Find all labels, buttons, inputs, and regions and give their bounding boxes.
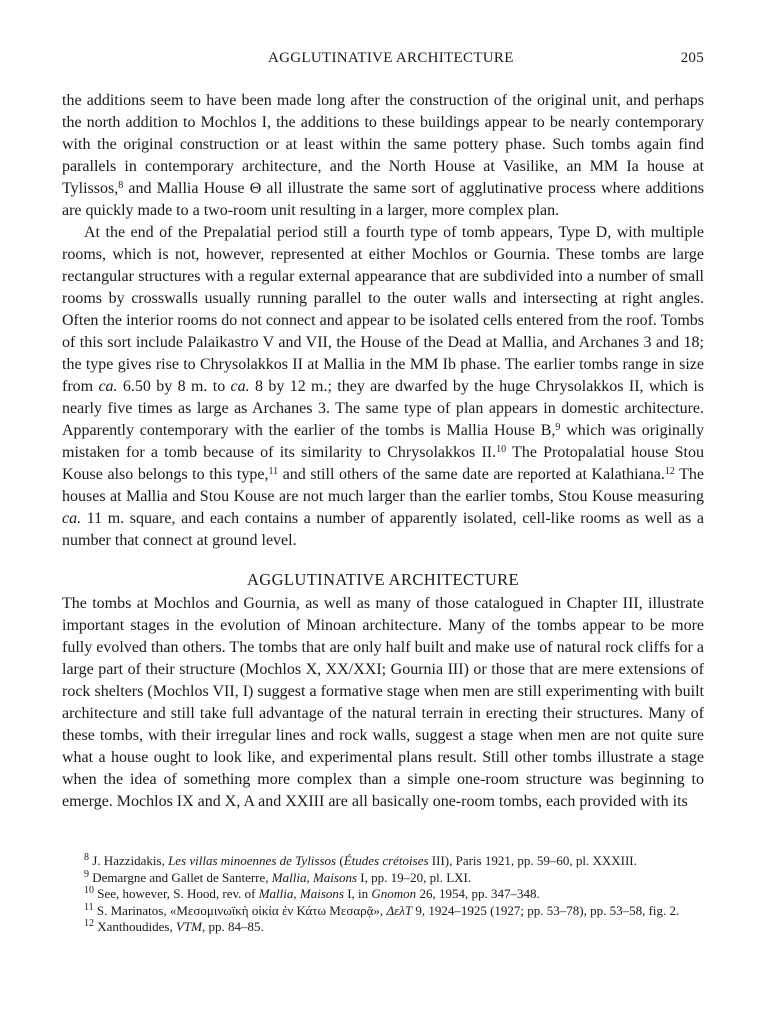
footnote-12: $^{12}$ Xanthoudides, VTM, pp. 84–85. [84, 918, 264, 934]
footnote-8: $^8$ J. Hazzidakis, Les villas minoennes de Tylissos (Études crétoises III), Paris 1921, pp. 59–60, pl. XXXIII. [84, 852, 637, 868]
paragraph-1: the additions seem to have been made long after the construction of the original unit, and perhaps the north addition to Mochlos I, the additions to these buildings appear to be nearly contemporary with the original construction or at least within the same pottery phase. Such tombs again find parallels in contemporary architecture, and the North House at Vasilike, an MM Ia house at Tylissos,$^8$ and Mallia House Θ all illustrate the same sort of agglutinative process where additions are quickly made to a two-room unit resulting in a larger, more complex plan. [62, 92, 704, 219]
footnote-ref-10[interactable]: 10 [496, 444, 507, 455]
footnotes [62, 853, 704, 936]
footnote-ref-11[interactable]: 11 [268, 466, 279, 477]
footnote-10: $^{10}$ See, however, S. Hood, rev. of Mallia, Maisons I, in Gnomon 26, 1954, pp. 347–348. [84, 885, 540, 901]
running-head-title: AGGLUTINATIVE ARCHITECTURE [268, 50, 514, 66]
footnote-11: $^{11}$ S. Marinatos, «Μεσομινωϊκὴ οἰκία ἐν Κάτω Μεσαρᾷ», ΔελΤ 9, 1924–1925 (1927; pp. 53–78), pp. 53–58, fig. 2. [84, 901, 680, 918]
footnote-ref-9[interactable]: 9 [555, 422, 561, 433]
paragraph-3: The tombs at Mochlos and Gournia, as well as many of those catalogued in Chapter III, illustrate important stages in the evolution of Minoan architecture. Many of the tombs appear to be more fully evolved than others. The tombs that are only half built and make use of natural rock cliffs for a large part of their structure (Mochlos X, XX/XXI; Gournia III) or those that are mere extensions of rock shelters (Mochlos VII, I) suggest a formative stage when men are still experimenting with built architecture and still take full advantage of the natural terrain in erecting their structures. Many of these tombs, with their irregular lines and rock walls, suggest a stage when men are not quite sure what a house ought to look like, and experimental plans result. Still other tombs illustrate a stage when the idea of something more complex than a simple one-room structure was beginning to emerge. Mochlos IX and X, A and XXIII are all basically one-room tombs, each provided with its [62, 595, 704, 810]
paragraph-2: At the end of the Prepalatial period still a fourth type of tomb appears, Type D, with multiple rooms, which is not, however, represented at either Mochlos or Gournia. These tombs are large rectangular structures with a regular external appearance that are subdivided into a number of small rooms by crosswalls usually running parallel to the outer walls and intersecting at right angles. Often the interior rooms do not connect and appear to be isolated cells entered from the roof. Tombs of this sort include Palaikastro V and VII, the House of the Dead at Mallia, and Archanes 3 and 18; the type gives rise to Chrysolakkos II at Mallia in the MM Ib phase. The earlier tombs range in size from ca. 6.50 by 8 m. to ca. 8 by 12 m.; they are dwarfed by the huge Chrysolakkos II, which is nearly five times as large as Archanes 3. The same type of plan appears in domestic architecture. Apparently contemporary with the earlier of the tombs is Mallia House B,$^9$ which was originally mistaken for a tomb because of its similarity to Chrysolakkos II.$^{10}$ The Protopalatial house Stou Kouse also belongs to this type,$^{11}$ and still others of the same date are reported at Kalathiana.$^{12}$ The houses at Mallia and Stou Kouse are not much larger than the earlier tombs, Stou Kouse measuring ca. 11 m. square, and each contains a number of apparently isolated, cell-like rooms as well as a number that connect at ground level. [62, 224, 705, 549]
footnote-ref-8[interactable]: 8 [118, 180, 124, 191]
footnote-9: $^9$ Demargne and Gallet de Santerre, Mallia, Maisons I, pp. 19–20, pl. LXI. [84, 868, 472, 885]
page-number: 205 [680, 50, 704, 66]
main-text [62, 90, 704, 813]
running-head [62, 50, 704, 70]
footnote-ref-12[interactable]: 12 [664, 466, 675, 477]
section-heading: AGGLUTINATIVE ARCHITECTURE [246, 570, 520, 589]
